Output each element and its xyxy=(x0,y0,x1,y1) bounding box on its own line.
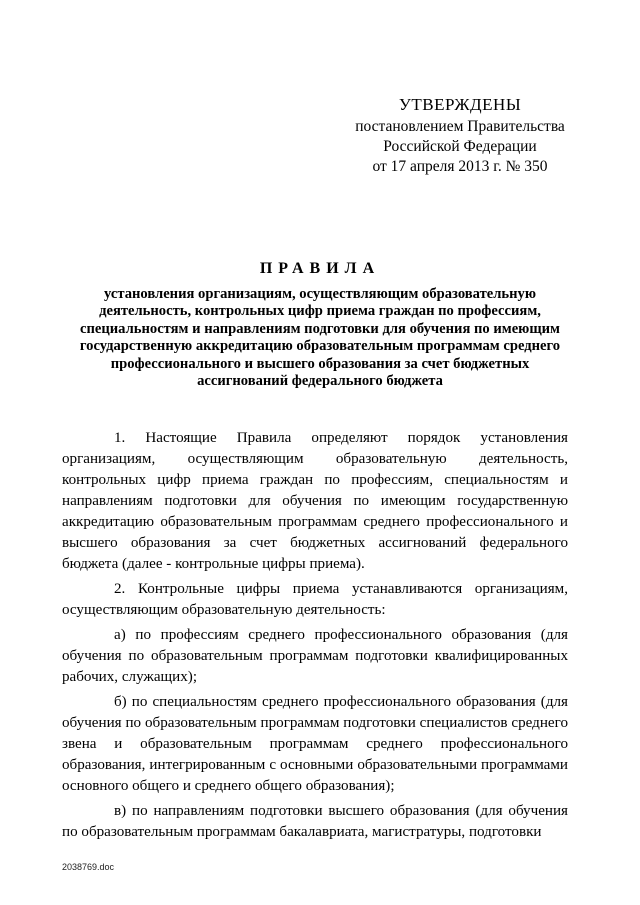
paragraph-2a: а) по профессиям среднего профессионального образования (для обучения по образовательным программам подготовки квалифицированных рабочих, служащих); xyxy=(62,627,568,685)
file-name-footer: 2038769.doc xyxy=(62,862,115,872)
approval-line-2: Российской Федерации xyxy=(383,138,537,155)
paragraph-1: 1. Настоящие Правила определяют порядок установления организациям, осуществляющим образовательную деятельность, контрольных цифр приема граждан по профессиям, специальностям и направлениям подготовки для обучения по имеющим государственную аккредитацию образовательным программам среднего профессионального и высшего образования за счет бюджетных ассигнований федерального бюджета (далее - контрольные цифры приема). xyxy=(62,430,568,572)
approval-line-3: от 17 апреля 2013 г. № 350 xyxy=(372,158,548,175)
approval-line-1: постановлением Правительства xyxy=(355,118,565,135)
document-subtitle: установления организациям, осуществляющим образовательную деятельность, контрольных цифр приема граждан по профессиям, специальностям и направлениям подготовки для обучения по имеющим государственную аккредитацию образовательным программам среднего профессионального и высшего образования за счет бюджетных ассигнований федерального бюджета xyxy=(79,286,561,390)
document-body xyxy=(62,428,568,843)
approval-stamp xyxy=(330,95,590,177)
paragraph-2: 2. Контрольные цифры приема устанавливаются организациям, осуществляющим образовательную деятельность: xyxy=(62,581,568,618)
document-title: ПРАВИЛА xyxy=(259,260,381,277)
paragraph-2b: б) по специальностям среднего профессионального образования (для обучения по образовательным программам подготовки специалистов среднего звена и образовательным программам среднего профессионального образования, интегрированным с основными образовательными программами основного общего и среднего общего образования); xyxy=(62,694,568,794)
paragraph-2c: в) по направлениям подготовки высшего образования (для обучения по образовательным программам бакалавриата, магистратуры, подготовки xyxy=(62,803,568,840)
approval-title: УТВЕРЖДЕНЫ xyxy=(398,95,522,114)
